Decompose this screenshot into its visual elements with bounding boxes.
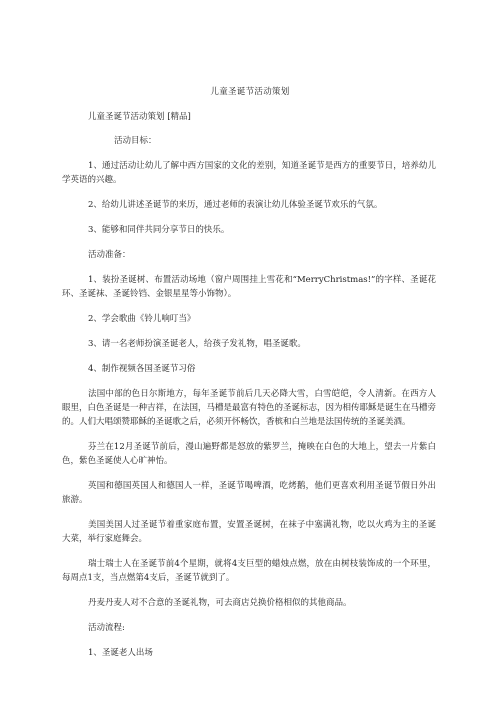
goal-item-2: 2、给幼儿讲述圣诞节的来历，通过老师的表演让幼儿体验圣诞节欢乐的气氛。	[88, 200, 383, 210]
custom-denmark: 丹麦丹麦人对不合意的圣诞礼物，可去商店兑换价格相似的其他商品。	[88, 598, 352, 608]
section-heading-goals: 活动目标：	[114, 136, 157, 146]
document-subtitle: 儿童圣诞节活动策划 [精品]	[88, 112, 191, 122]
goal-item-1: 1、通过活动让幼儿了解中西方国家的文化的差别，知道圣诞节是西方的重要节日，培养幼儿学英语的兴趣。	[62, 161, 436, 185]
process-item-1: 1、圣诞老人出场	[88, 648, 153, 658]
custom-switzerland: 瑞士瑞士人在圣诞节前4个星期，就将4支巨型的蜡烛点燃，放在由树枝装饰成的一个环里，每周点1支，当点燃第4支后，圣诞节就到了。	[62, 559, 436, 583]
prep-item-2: 2、学会歌曲《铃儿响叮当》	[88, 314, 196, 324]
document-title: 儿童圣诞节活动策划	[210, 87, 290, 97]
prep-item-3: 3、请一名老师扮演圣诞老人，给孩子发礼物，唱圣诞歌。	[88, 339, 306, 349]
custom-usa: 美国美国人过圣诞节着重家庭布置，安置圣诞树，在袜子中塞满礼物，吃以火鸡为主的圣诞大菜，举行家庭舞会。	[62, 520, 436, 544]
custom-france: 法国中部的色日尔斯地方，每年圣诞节前后几天必降大雪，白雪皑皑，令人清新。在西方人眼里，白色圣诞是一种吉祥，在法国，马槽是最富有特色的圣诞标志，因为相传耶稣是诞生在马槽旁的。人们大唱颂赞耶稣的圣诞歌之后，必须开怀畅饮，香槟和白兰地是法国传统的圣诞美酒。	[62, 389, 437, 427]
custom-uk-germany: 英国和德国英国人和德国人一样，圣诞节喝啤酒，吃烤鹅，他们更喜欢利用圣诞节假日外出旅游。	[62, 481, 436, 505]
custom-finland: 芬兰在12月圣诞节前后，漫山遍野都是怒放的紫罗兰，掩映在白色的大地上，望去一片紫白色，紫色圣诞使人心旷神怡。	[62, 442, 436, 466]
document-body	[62, 110, 436, 671]
goal-item-3: 3、能够和同伴共同分享节日的快乐。	[88, 225, 230, 235]
section-heading-preparation: 活动准备：	[88, 250, 131, 260]
prep-item-1: 1、装扮圣诞树、布置活动场地（窗户周围挂上雪花和“MerryChristmas!”的字样、圣诞花环、圣诞袜、圣诞铃铛、金银星星等小饰物）。	[62, 275, 436, 299]
prep-item-4: 4、制作视频各国圣诞节习俗	[88, 364, 196, 374]
section-heading-process: 活动流程:	[88, 623, 125, 633]
